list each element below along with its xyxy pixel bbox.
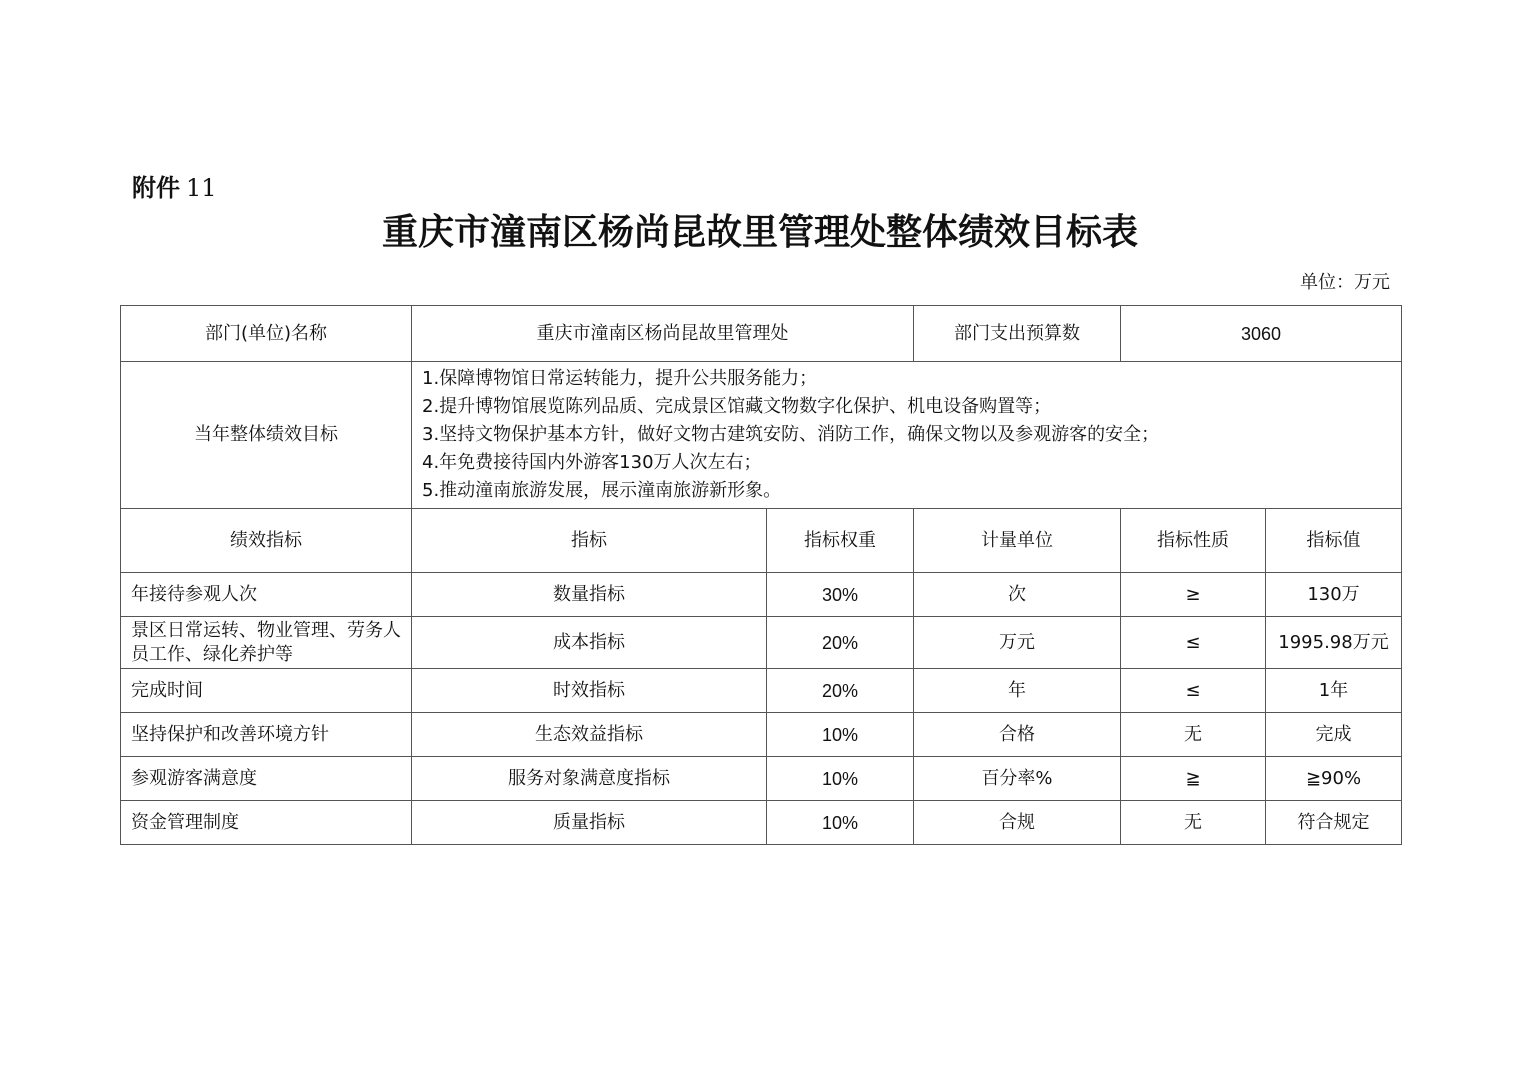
- cell-value: 1995.98万元: [1266, 617, 1402, 669]
- column-header-row: [121, 509, 1402, 573]
- cell-unit: 百分率%: [914, 757, 1121, 801]
- cell-nature: ≧: [1121, 757, 1266, 801]
- table-row: [121, 617, 1402, 669]
- header-info-row: [121, 306, 1402, 362]
- cell-value: 1年: [1266, 669, 1402, 713]
- cell-unit: 次: [914, 573, 1121, 617]
- attachment-label: [132, 172, 217, 204]
- cell-unit: 万元: [914, 617, 1121, 669]
- cell-nature: ≤: [1121, 669, 1266, 713]
- cell-indicator: 资金管理制度: [121, 801, 412, 845]
- cell-indicator: 坚持保护和改善环境方针: [121, 713, 412, 757]
- table-row: [121, 713, 1402, 757]
- cell-unit: 年: [914, 669, 1121, 713]
- budget-label: 部门支出预算数: [914, 306, 1121, 362]
- cell-indicator: 参观游客满意度: [121, 757, 412, 801]
- goal-line: 4.年免费接待国内外游客130万人次左右；: [422, 452, 762, 473]
- cell-type: 生态效益指标: [412, 713, 767, 757]
- col-header-value: 指标值: [1266, 509, 1402, 573]
- cell-value: ≧90%: [1266, 757, 1402, 801]
- cell-nature: 无: [1121, 801, 1266, 845]
- cell-indicator: 景区日常运转、物业管理、劳务人员工作、绿化养护等: [121, 617, 412, 669]
- cell-weight: 10%: [767, 713, 914, 757]
- cell-value: 符合规定: [1266, 801, 1402, 845]
- goal-line: 1.保障博物馆日常运转能力，提升公共服务能力；: [422, 368, 818, 389]
- goal-line: 5.推动潼南旅游发展，展示潼南旅游新形象。: [422, 480, 782, 501]
- cell-type: 数量指标: [412, 573, 767, 617]
- col-header-weight: 指标权重: [767, 509, 914, 573]
- goals-label: 当年整体绩效目标: [121, 362, 412, 509]
- cell-unit: 合规: [914, 801, 1121, 845]
- page-title: 重庆市潼南区杨尚昆故里管理处整体绩效目标表: [381, 211, 1138, 253]
- cell-indicator: 年接待参观人次: [121, 573, 412, 617]
- cell-nature: ≥: [1121, 573, 1266, 617]
- dept-name-label: 部门(单位)名称: [121, 306, 412, 362]
- performance-table: [120, 305, 1402, 845]
- cell-unit: 合格: [914, 713, 1121, 757]
- table-row: [121, 669, 1402, 713]
- cell-type: 时效指标: [412, 669, 767, 713]
- cell-nature: 无: [1121, 713, 1266, 757]
- goals-row: [121, 362, 1402, 509]
- cell-type: 服务对象满意度指标: [412, 757, 767, 801]
- cell-weight: 10%: [767, 801, 914, 845]
- cell-value: 130万: [1266, 573, 1402, 617]
- cell-type: 成本指标: [412, 617, 767, 669]
- goal-line: 3.坚持文物保护基本方针，做好文物古建筑安防、消防工作，确保文物以及参观游客的安全；: [422, 424, 1160, 445]
- cell-weight: 30%: [767, 573, 914, 617]
- dept-name-value: 重庆市潼南区杨尚昆故里管理处: [412, 306, 914, 362]
- table-row: [121, 757, 1402, 801]
- col-header-nature: 指标性质: [1121, 509, 1266, 573]
- attachment-number: 11: [186, 174, 217, 202]
- unit-label: 单位：万元: [1300, 272, 1390, 293]
- cell-weight: 10%: [767, 757, 914, 801]
- cell-weight: 20%: [767, 617, 914, 669]
- cell-value: 完成: [1266, 713, 1402, 757]
- attachment-text: 附件: [132, 174, 180, 202]
- cell-indicator: 完成时间: [121, 669, 412, 713]
- table-row: [121, 801, 1402, 845]
- col-header-unit: 计量单位: [914, 509, 1121, 573]
- budget-value: 3060: [1121, 306, 1402, 362]
- goals-content: [412, 362, 1402, 509]
- col-header-type: 指标: [412, 509, 767, 573]
- cell-type: 质量指标: [412, 801, 767, 845]
- col-header-indicator: 绩效指标: [121, 509, 412, 573]
- cell-nature: ≤: [1121, 617, 1266, 669]
- cell-weight: 20%: [767, 669, 914, 713]
- table-row: [121, 573, 1402, 617]
- goal-line: 2.提升博物馆展览陈列品质、完成景区馆藏文物数字化保护、机电设备购置等；: [422, 396, 1052, 417]
